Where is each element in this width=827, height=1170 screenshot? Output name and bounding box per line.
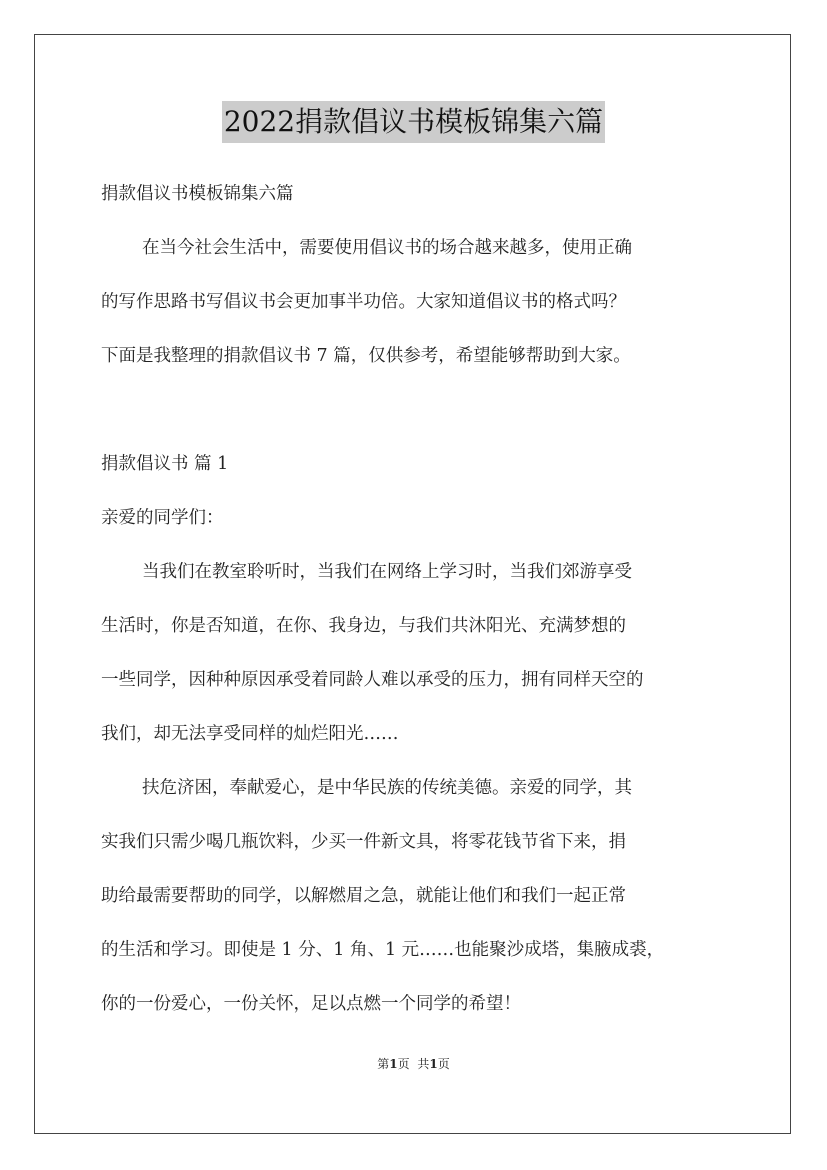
intro-line-3: 下面是我整理的捐款倡议书 7 篇，仅供参考，希望能够帮助到大家。: [101, 346, 631, 366]
document-title-block: [0, 101, 827, 143]
total-suffix: 页: [437, 1057, 450, 1071]
page-prefix: 第: [377, 1057, 390, 1071]
para2-line-2: 实我们只需少喝几瓶饮料，少买一件新文具，将零花钱节省下来，捐: [101, 832, 626, 852]
para1-line-2: 生活时，你是否知道，在你、我身边，与我们共沐阳光、充满梦想的: [101, 616, 626, 636]
page-footer: [0, 1055, 827, 1072]
page-number: 1: [389, 1057, 398, 1071]
para2-line-4: 的生活和学习。即使是 1 分、1 角、1 元……也能聚沙成塔，集腋成裘，: [101, 940, 665, 960]
total-number: 1: [429, 1057, 438, 1071]
para1-line-3: 一些同学，因种种原因承受着同龄人难以承受的压力，拥有同样天空的: [101, 670, 644, 690]
intro-line-2: 的写作思路书写倡议书会更加事半功倍。大家知道倡议书的格式吗？: [101, 292, 626, 312]
para2-line-3: 助给最需要帮助的同学，以解燃眉之急，就能让他们和我们一起正常: [101, 886, 626, 906]
page-suffix: 页: [397, 1057, 410, 1071]
para1-line-4: 我们，却无法享受同样的灿烂阳光……: [101, 724, 399, 744]
total-prefix: 共: [417, 1057, 430, 1071]
para2-line-1: 扶危济困，奉献爱心，是中华民族的传统美德。亲爱的同学，其: [142, 778, 632, 798]
intro-line-1: 在当今社会生活中，需要使用倡议书的场合越来越多，使用正确: [142, 238, 632, 258]
section-heading: 捐款倡议书 篇 1: [101, 454, 229, 474]
document-subtitle: 捐款倡议书模板锦集六篇: [101, 184, 294, 204]
para1-line-1: 当我们在教室聆听时，当我们在网络上学习时，当我们郊游享受: [142, 562, 632, 582]
para2-line-5: 你的一份爱心，一份关怀，足以点燃一个同学的希望！: [101, 994, 521, 1014]
document-title: 2022捐款倡议书模板锦集六篇: [222, 101, 605, 143]
greeting: 亲爱的同学们：: [101, 508, 224, 528]
